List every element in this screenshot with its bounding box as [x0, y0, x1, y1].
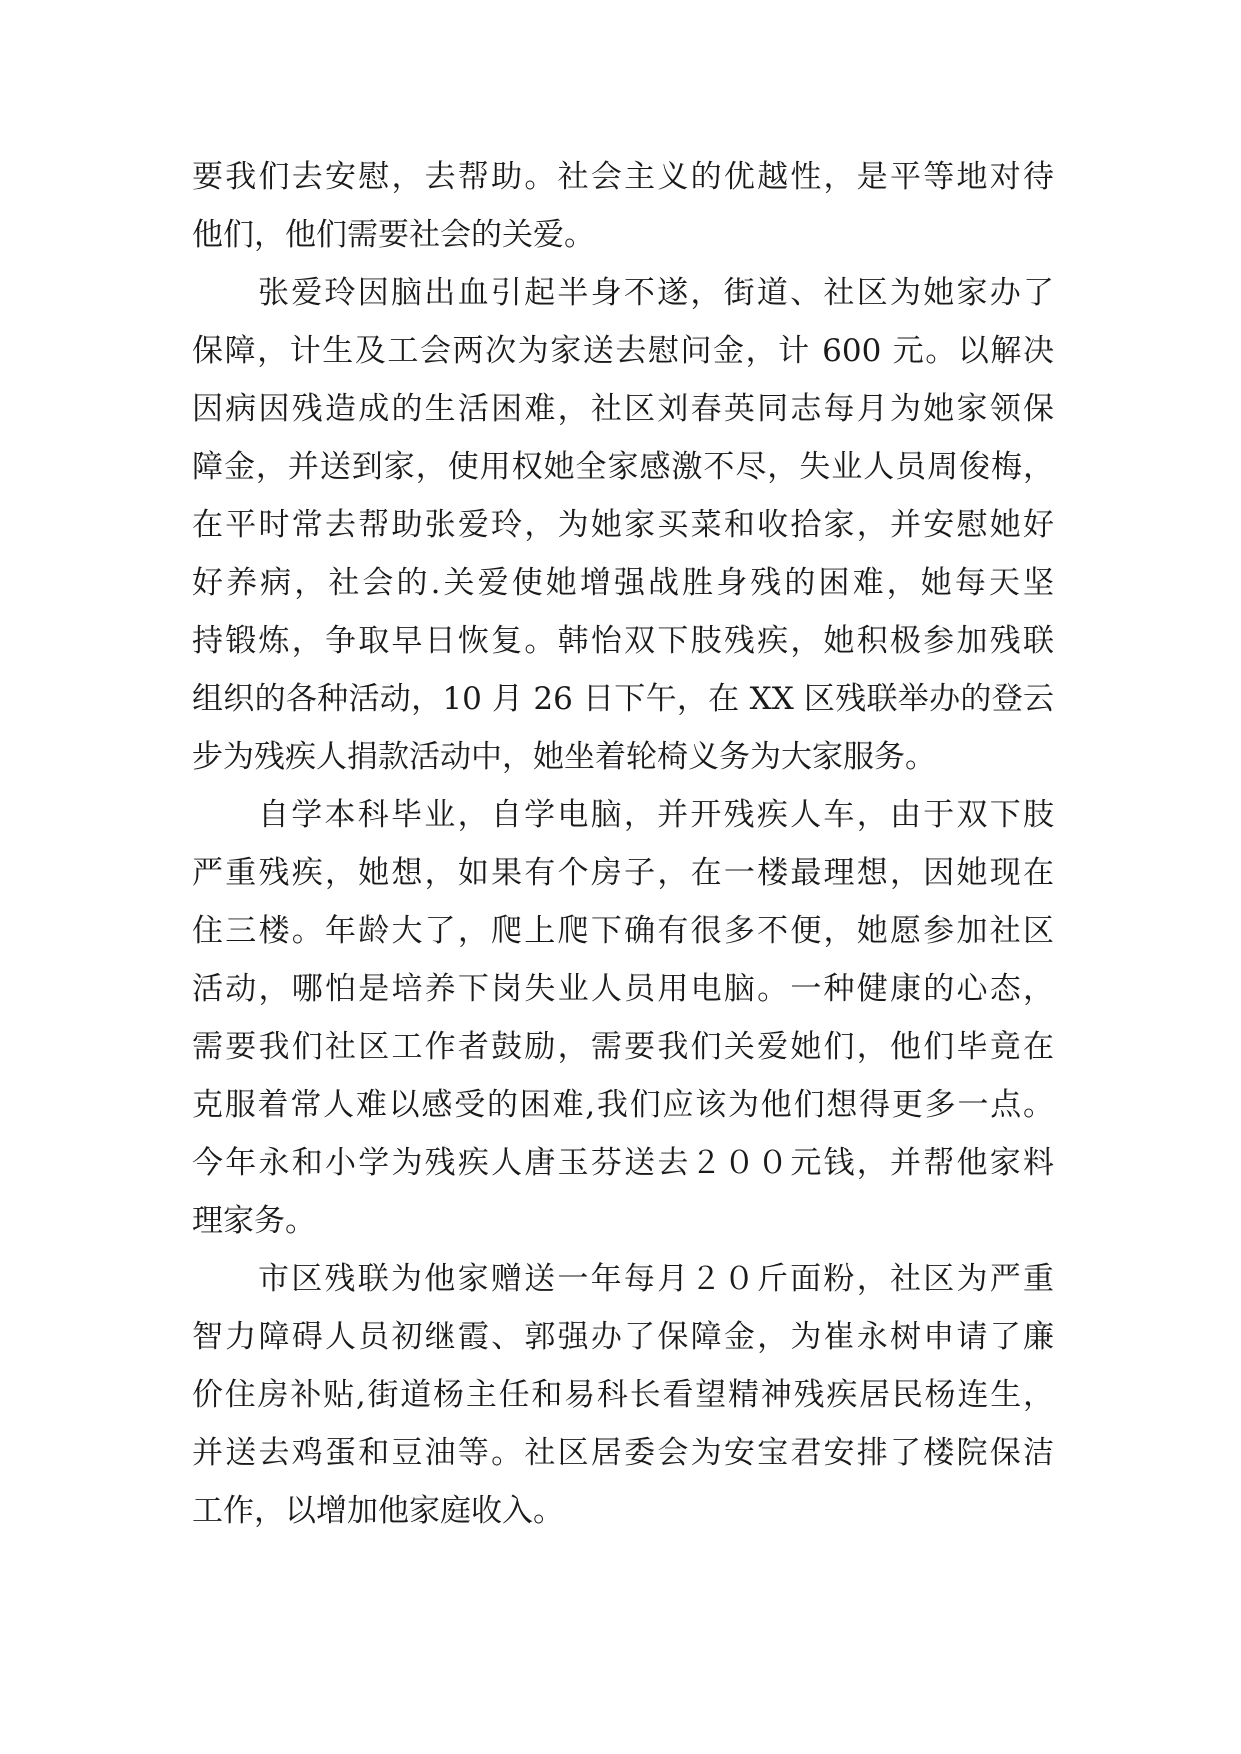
- paragraph-2: [192, 264, 1054, 786]
- text-line: 需要我们社区工作者鼓励，需要我们关爱她们，他们毕竟在: [192, 1029, 1054, 1065]
- text-line: 持锻炼，争取早日恢复。韩怡双下肢残疾，她积极参加残联: [192, 623, 1054, 659]
- document-page: [192, 148, 1054, 1540]
- text-line: 组织的各种活动，10 月 26 日下午，在 XX 区残联举办的登云: [192, 681, 1054, 717]
- text-line: 并送去鸡蛋和豆油等。社区居委会为安宝君安排了楼院保洁: [192, 1435, 1054, 1471]
- text-line: 在平时常去帮助张爱玲，为她家买菜和收拾家，并安慰她好: [192, 507, 1054, 543]
- text-line: 障金，并送到家，使用权她全家感激不尽，失业人员周俊梅，: [192, 449, 1054, 485]
- text-line: 工作，以增加他家庭收入。: [192, 1493, 564, 1529]
- text-line: 步为残疾人捐款活动中，她坐着轮椅义务为大家服务。: [192, 739, 936, 775]
- text-line: 他们，他们需要社会的关爱。: [192, 217, 595, 253]
- text-line: 活动，哪怕是培养下岗失业人员用电脑。一种健康的心态，: [192, 971, 1054, 1007]
- text-line: 好养病，社会的.关爱使她增强战胜身残的困难，她每天坚: [192, 565, 1054, 601]
- text-line: 住三楼。年龄大了，爬上爬下确有很多不便，她愿参加社区: [192, 913, 1054, 949]
- text-line: 因病因残造成的生活困难，社区刘春英同志每月为她家领保: [192, 391, 1054, 427]
- text-line: 要我们去安慰，去帮助。社会主义的优越性，是平等地对待: [192, 159, 1054, 195]
- text-line: 市区残联为他家赠送一年每月２０斤面粉，社区为严重: [258, 1261, 1054, 1297]
- text-line: 自学本科毕业，自学电脑，并开残疾人车，由于双下肢: [258, 797, 1054, 833]
- text-line: 价住房补贴,街道杨主任和易科长看望精神残疾居民杨连生，: [192, 1377, 1054, 1413]
- text-line: 张爱玲因脑出血引起半身不遂，街道、社区为她家办了: [258, 275, 1054, 311]
- text-line: 智力障碍人员初继霞、郭强办了保障金，为崔永树申请了廉: [192, 1319, 1054, 1355]
- paragraph-4: [192, 1250, 1054, 1540]
- paragraph-3: [192, 786, 1054, 1250]
- text-line: 严重残疾，她想，如果有个房子，在一楼最理想，因她现在: [192, 855, 1054, 891]
- text-line: 保障，计生及工会两次为家送去慰问金，计 600 元。以解决: [192, 333, 1054, 369]
- text-line: 理家务。: [192, 1203, 316, 1239]
- paragraph-1: [192, 148, 1054, 264]
- text-line: 克服着常人难以感受的困难,我们应该为他们想得更多一点。: [192, 1087, 1054, 1123]
- text-line: 今年永和小学为残疾人唐玉芬送去２００元钱，并帮他家料: [192, 1145, 1054, 1181]
